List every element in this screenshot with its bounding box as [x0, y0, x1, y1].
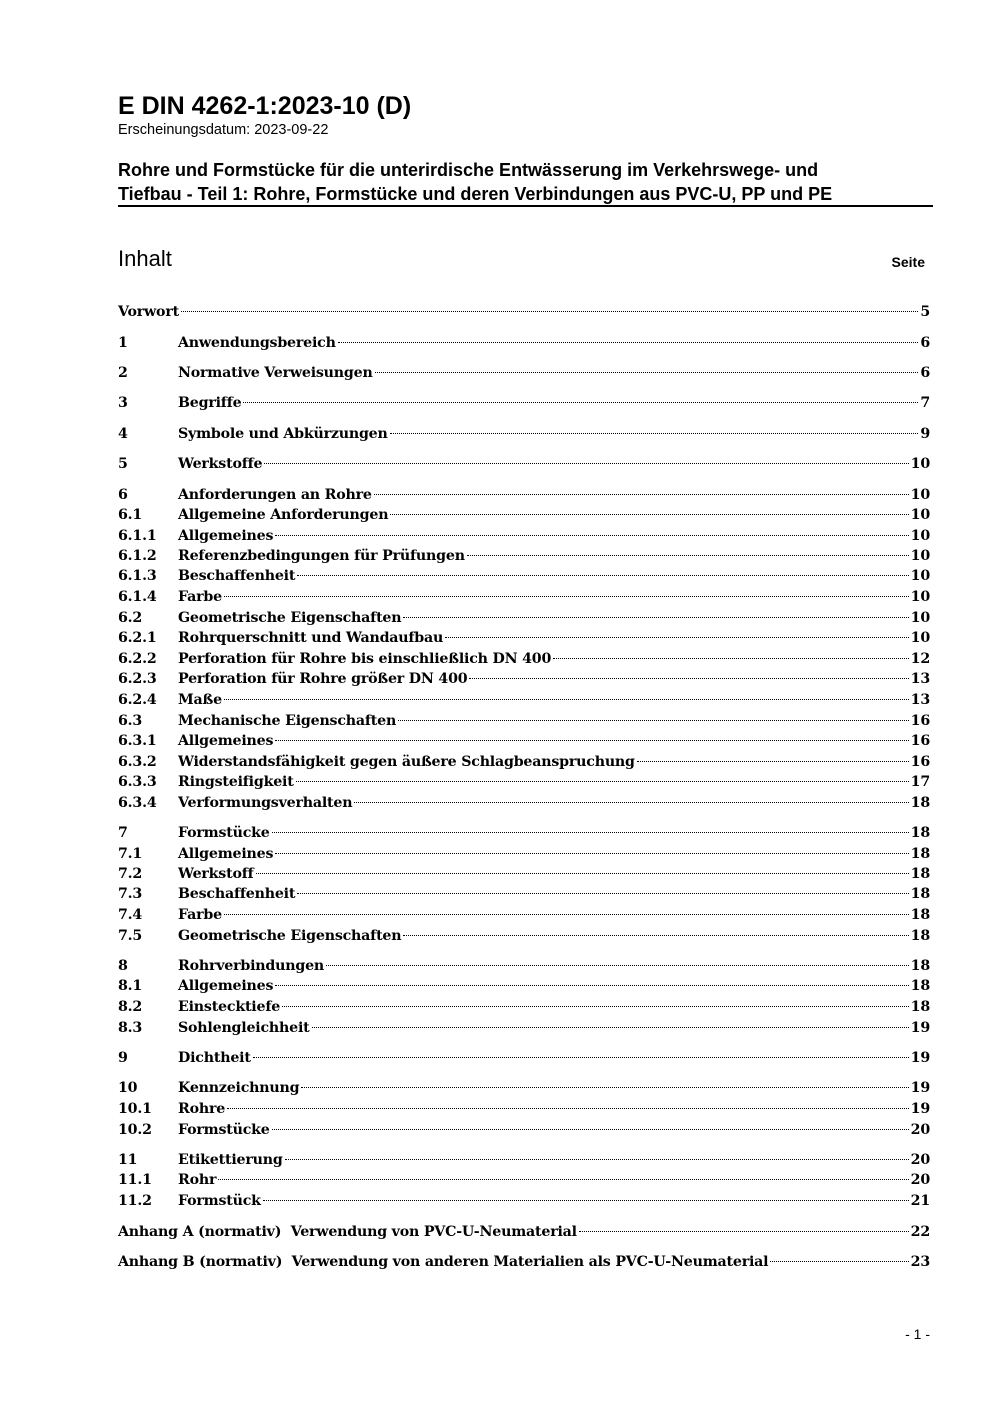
toc-entry-page: 18: [910, 958, 930, 974]
toc-entry-number: 6.2.2: [118, 651, 157, 667]
toc-entry-number: 6.3: [118, 713, 143, 729]
toc-entry-page: 10: [910, 630, 930, 646]
toc-entry-title: Anhang A (normativ) Verwendung von PVC-U-Neumaterial: [118, 1224, 577, 1240]
toc-entry-title: Ringsteifigkeit: [178, 774, 294, 790]
toc-dot-leader: [467, 555, 909, 556]
toc-entry-page: 18: [910, 846, 930, 862]
toc-entry[interactable]: [118, 1252, 930, 1272]
toc-entry[interactable]: [118, 731, 930, 751]
document-title-line-2: Tiefbau - Teil 1: Rohre, Formstücke und deren Verbindungen aus PVC-U, PP und PE: [118, 184, 833, 204]
toc-dot-leader: [253, 1057, 909, 1058]
toc-dot-leader: [218, 1179, 908, 1180]
toc-dot-leader: [275, 740, 908, 741]
toc-entry-page: 18: [910, 795, 930, 811]
toc-entry-number: 7.2: [118, 866, 143, 882]
toc-entry-page: 9: [920, 426, 930, 442]
toc-entry-page: 21: [910, 1193, 930, 1209]
toc-entry-page: 16: [910, 713, 930, 729]
toc-entry-number: 9: [118, 1050, 128, 1066]
toc-entry-page: 10: [910, 610, 930, 626]
toc-entry-page: 10: [910, 487, 930, 503]
toc-entry[interactable]: [118, 884, 930, 904]
toc-entry[interactable]: [118, 302, 930, 322]
toc-entry[interactable]: [118, 485, 930, 505]
toc-entry-page: 10: [910, 507, 930, 523]
toc-entry-page: 5: [920, 304, 930, 320]
toc-entry-number: 6.2.4: [118, 692, 157, 708]
toc-entry-title: Normative Verweisungen: [178, 365, 373, 381]
toc-heading: Inhalt: [118, 246, 172, 271]
toc-entry-title: Rohrverbindungen: [178, 958, 325, 974]
toc-entry-title: Beschaffenheit: [178, 886, 296, 902]
toc-dot-leader: [224, 699, 909, 700]
toc-dot-leader: [181, 311, 918, 312]
toc-entry-number: 1: [118, 335, 128, 351]
toc-entry[interactable]: [118, 526, 930, 546]
toc-entry-page: 18: [910, 825, 930, 841]
toc-dot-leader: [637, 761, 909, 762]
toc-dot-leader: [312, 1027, 909, 1028]
toc-entry-number: 6.3.2: [118, 754, 157, 770]
toc-entry-title: Allgemeines: [178, 978, 274, 994]
toc-entry-number: 8.3: [118, 1020, 143, 1036]
toc-dot-leader: [579, 1231, 909, 1232]
document-title-line-1: Rohre und Formstücke für die unterirdische Entwässerung im Verkehrswege- und: [118, 160, 819, 180]
toc-entry-page: 19: [910, 1050, 930, 1066]
toc-entry-number: 2: [118, 365, 128, 381]
toc-entry-title: Widerstandsfähigkeit gegen äußere Schlagbeanspruchung: [178, 754, 635, 770]
toc-dot-leader: [403, 935, 908, 936]
toc-entry[interactable]: [118, 1170, 930, 1190]
toc-dot-leader: [770, 1261, 908, 1262]
toc-entry[interactable]: [118, 752, 930, 772]
page-number: - 1 -: [905, 1326, 930, 1342]
toc-entry-number: 8.1: [118, 978, 143, 994]
toc-entry-page: 20: [910, 1122, 930, 1138]
toc-entry[interactable]: [118, 393, 930, 413]
toc-entry-number: 6.1.3: [118, 568, 157, 584]
toc-dot-leader: [243, 402, 918, 403]
toc-entry-number: 6.2: [118, 610, 143, 626]
toc-dot-leader: [275, 535, 908, 536]
toc-entry[interactable]: [118, 905, 930, 925]
toc-entry-number: 6.3.3: [118, 774, 157, 790]
toc-entry-number: 10.2: [118, 1122, 152, 1138]
toc-entry-title: Farbe: [178, 907, 222, 923]
toc-dot-leader: [469, 678, 908, 679]
toc-dot-leader: [275, 853, 908, 854]
toc-entry-page: 7: [920, 395, 930, 411]
toc-dot-leader: [354, 802, 908, 803]
toc-entry-title: Perforation für Rohre bis einschließlich DN 400: [178, 651, 552, 667]
toc-entry-title: Einstecktiefe: [178, 999, 281, 1015]
toc-entry-page: 6: [920, 365, 930, 381]
toc-entry-title: Etikettierung: [178, 1152, 283, 1168]
toc-entry-page: 17: [910, 774, 930, 790]
toc-entry-page: 19: [910, 1020, 930, 1036]
toc-dot-leader: [263, 1200, 909, 1201]
publication-date: Erscheinungsdatum: 2023-09-22: [118, 122, 329, 138]
toc-entry[interactable]: [118, 424, 930, 444]
toc-entry[interactable]: [118, 608, 930, 628]
toc-entry-title: Perforation für Rohre größer DN 400: [178, 671, 468, 687]
toc-dot-leader: [326, 965, 909, 966]
toc-entry[interactable]: [118, 1222, 930, 1242]
toc-dot-leader: [390, 514, 908, 515]
toc-entry-number: 7: [118, 825, 128, 841]
toc-entry-title: Allgemeines: [178, 846, 274, 862]
toc-entry-title: Sohlengleichheit: [178, 1020, 310, 1036]
toc-entry-number: 11.1: [118, 1172, 152, 1188]
toc-entry[interactable]: [118, 772, 930, 792]
toc-entry-page: 19: [910, 1101, 930, 1117]
toc-dot-leader: [224, 914, 909, 915]
toc-dot-leader: [553, 658, 909, 659]
toc-dot-leader: [264, 463, 908, 464]
toc-entry-title: Mechanische Eigenschaften: [178, 713, 397, 729]
toc-entry[interactable]: [118, 1150, 930, 1170]
toc-entry-title: Formstücke: [178, 825, 270, 841]
toc-entry-title: Rohre: [178, 1101, 226, 1117]
toc-entry-page: 18: [910, 999, 930, 1015]
toc-entry[interactable]: [118, 649, 930, 669]
toc-entry-number: 8: [118, 958, 128, 974]
toc-entry[interactable]: [118, 1048, 930, 1068]
toc-entry-title: Anforderungen an Rohre: [178, 487, 372, 503]
document-title: [118, 158, 933, 207]
toc-entry[interactable]: [118, 1120, 930, 1140]
document-id: E DIN 4262-1:2023-10 (D): [118, 92, 412, 120]
toc-entry-title: Allgemeines: [178, 733, 274, 749]
toc-entry-title: Anhang B (normativ) Verwendung von anderen Materialien als PVC-U-Neumaterial: [118, 1254, 769, 1270]
toc-entry-title: Verformungsverhalten: [178, 795, 353, 811]
toc-entry-page: 10: [910, 568, 930, 584]
toc-entry-title: Formstück: [178, 1193, 261, 1209]
toc-entry-page: 18: [910, 866, 930, 882]
toc-page-column-label: Seite: [891, 254, 925, 270]
toc-entry-number: 5: [118, 456, 128, 472]
toc-entry[interactable]: [118, 956, 930, 976]
toc-dot-leader: [374, 494, 909, 495]
toc-entry[interactable]: [118, 546, 930, 566]
toc-entry[interactable]: [118, 976, 930, 996]
toc-entry[interactable]: [118, 793, 930, 813]
toc-dot-leader: [224, 596, 909, 597]
toc-entry-title: Anwendungsbereich: [178, 335, 336, 351]
toc-entry-number: 6.2.1: [118, 630, 157, 646]
toc-entry-page: 6: [920, 335, 930, 351]
toc-dot-leader: [285, 1159, 909, 1160]
toc-entry-title: Allgemeines: [178, 528, 274, 544]
toc-entry-number: 6: [118, 487, 128, 503]
toc-entry[interactable]: [118, 505, 930, 525]
toc-entry-title: Maße: [178, 692, 222, 708]
toc-entry-number: 11.2: [118, 1193, 152, 1209]
toc-entry-title: Dichtheit: [178, 1050, 251, 1066]
toc-entry[interactable]: [118, 711, 930, 731]
toc-entry-title: Symbole und Abkürzungen: [178, 426, 388, 442]
toc-entry-number: 6.1.2: [118, 548, 157, 564]
toc-entry-number: 11: [118, 1152, 138, 1168]
toc-entry-title: Rohrquerschnitt und Wandaufbau: [178, 630, 444, 646]
toc-entry-page: 23: [910, 1254, 930, 1270]
toc-entry-title: Werkstoffe: [178, 456, 263, 472]
toc-entry[interactable]: [118, 333, 930, 353]
toc-entry-title: Werkstoff: [178, 866, 254, 882]
toc-entry-page: 18: [910, 928, 930, 944]
toc-entry-title: Rohr: [178, 1172, 217, 1188]
toc-entry-number: 6.3.1: [118, 733, 157, 749]
toc-dot-leader: [301, 1087, 908, 1088]
toc-entry[interactable]: [118, 926, 930, 946]
toc-dot-leader: [272, 832, 909, 833]
toc-entry-page: 16: [910, 733, 930, 749]
toc-entry-title: Vorwort: [118, 304, 179, 320]
toc-entry-page: 16: [910, 754, 930, 770]
toc-entry[interactable]: [118, 690, 930, 710]
toc-entry[interactable]: [118, 997, 930, 1017]
toc-dot-leader: [445, 637, 909, 638]
toc-entry[interactable]: [118, 1191, 930, 1211]
toc-entry-page: 19: [910, 1080, 930, 1096]
toc-entry-page: 18: [910, 978, 930, 994]
toc-entry[interactable]: [118, 363, 930, 383]
toc-entry-number: 10.1: [118, 1101, 152, 1117]
toc-entry-title: Formstücke: [178, 1122, 270, 1138]
toc-entry-page: 13: [910, 692, 930, 708]
toc-entry-number: 6.1.1: [118, 528, 157, 544]
toc-entry-number: 3: [118, 395, 128, 411]
toc-entry-number: 7.3: [118, 886, 143, 902]
toc-entry-number: 6.1.4: [118, 589, 157, 605]
toc-entry-title: Begriffe: [178, 395, 242, 411]
toc-entry-title: Beschaffenheit: [178, 568, 296, 584]
toc-dot-leader: [282, 1006, 909, 1007]
toc-entry-page: 20: [910, 1152, 930, 1168]
toc-entry-page: 20: [910, 1172, 930, 1188]
toc-entry-number: 8.2: [118, 999, 143, 1015]
toc-entry-page: 18: [910, 886, 930, 902]
toc-entry[interactable]: [118, 864, 930, 884]
toc-entry-page: 22: [910, 1224, 930, 1240]
toc-dot-leader: [375, 372, 919, 373]
toc-entry[interactable]: [118, 1099, 930, 1119]
toc-dot-leader: [297, 575, 908, 576]
toc-entry-number: 6.1: [118, 507, 143, 523]
toc-entry-number: 10: [118, 1080, 138, 1096]
toc-entry-page: 13: [910, 671, 930, 687]
toc-entry-page: 10: [910, 456, 930, 472]
toc-entry-page: 10: [910, 528, 930, 544]
toc-dot-leader: [403, 617, 908, 618]
toc-entry-number: 7.1: [118, 846, 143, 862]
toc-dot-leader: [390, 433, 919, 434]
toc-entry[interactable]: [118, 1078, 930, 1098]
toc-dot-leader: [297, 893, 908, 894]
toc-entry[interactable]: [118, 628, 930, 648]
toc-dot-leader: [338, 342, 919, 343]
toc-entry-title: Allgemeine Anforderungen: [178, 507, 389, 523]
toc-entry-number: 4: [118, 426, 128, 442]
toc-entry-page: 10: [910, 589, 930, 605]
toc-entry-page: 18: [910, 907, 930, 923]
toc-entry[interactable]: [118, 844, 930, 864]
toc-entry[interactable]: [118, 1018, 930, 1038]
toc-dot-leader: [272, 1129, 909, 1130]
toc-dot-leader: [398, 720, 909, 721]
toc-dot-leader: [256, 873, 909, 874]
toc-entry-number: 6.2.3: [118, 671, 157, 687]
toc-entry-title: Farbe: [178, 589, 222, 605]
toc-entry-number: 7.4: [118, 907, 143, 923]
toc-entry-title: Geometrische Eigenschaften: [178, 610, 402, 626]
toc-entry[interactable]: [118, 454, 930, 474]
toc-entry-page: 12: [910, 651, 930, 667]
toc-entry-number: 6.3.4: [118, 795, 157, 811]
toc-entry-title: Geometrische Eigenschaften: [178, 928, 402, 944]
toc-entry-title: Referenzbedingungen für Prüfungen: [178, 548, 465, 564]
toc-entry[interactable]: [118, 823, 930, 843]
toc-entry[interactable]: [118, 587, 930, 607]
toc-entry[interactable]: [118, 669, 930, 689]
toc-entry[interactable]: [118, 566, 930, 586]
toc-entry-page: 10: [910, 548, 930, 564]
toc-entry-title: Kennzeichnung: [178, 1080, 300, 1096]
toc-entry-number: 7.5: [118, 928, 143, 944]
toc-dot-leader: [275, 985, 908, 986]
toc-dot-leader: [227, 1108, 909, 1109]
toc-dot-leader: [296, 781, 909, 782]
